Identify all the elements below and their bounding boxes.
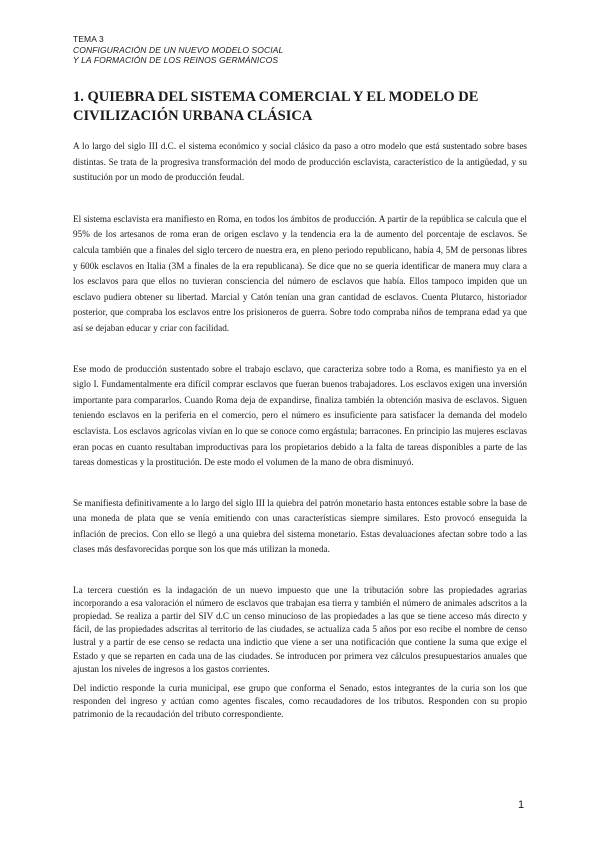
header-topic: TEMA 3 [73, 34, 104, 44]
page-number: 1 [518, 799, 525, 811]
paragraph-2: El sistema esclavista era manifiesto en Roma, en todos los ámbitos de producción. A partir de la república se calcula que el 95% de los artesanos de roma eran de origen esclavo y la tendencia era la de aumento del porcentaje de esclavos. Se calcula también que a finales del siglo tercero de nuestra era, en pleno periodo republicano, había 4, 5M de personas libres y 600k esclavos en Italia (3M a finales de la era republicana). Se dice que no se quería identificar de manera muy clara a los esclavos para que ellos no tuvieran consciencia del número de esclavos que había. Ellos tampoco impiden que un esclavo pudiera obtener su libertad. Marcial y Catón tenían una gran cantidad de esclavos. Cuenta Plutarco, historiador posterior, que compraba los esclavos entre los prisioneros de guerra. Sobre todo compraba niños de temprana edad ya que así se dejaban educar y criar con facilidad. [73, 213, 527, 333]
paragraph-6: Del indictio responde la curia municipal, ese grupo que conforma el Senado, estos integrantes de la curia son los que responden del ingreso y actúan como agentes fiscales, como recaudadores de los tributos. Responden con su propio patrimonio de la recaudación del tributo correspondiente. [73, 682, 527, 719]
page-header [73, 34, 283, 66]
paragraph-3: Ese modo de producción sustentado sobre el trabajo esclavo, que caracteriza sobre todo a Roma, es manifiesto ya en el siglo I. Fundamentalmente era difícil comprar esclavos que fueran buenos trabajadores. Los esclavos exigen una inversión importante para compararlos. Cuando Roma deja de expandirse, finaliza también la obtención masiva de esclavos. Siguen teniendo esclavos en la periferia en el comercio, pero el número es insuficiente para satisfacer la demanda del modelo esclavista. Los esclavos agrícolas vivían en lo que se conoce como ergástula; barracones. En principio las mujeres esclavas eran pocas en cuanto resultaban improductivas para los propietarios debido a la falta de tareas disponibles a parte de las tareas domesticas y la prostitución. De este modo el volumen de la mano de obra disminuyó. [73, 363, 527, 468]
document-body [73, 139, 527, 721]
paragraph-1: A lo largo del siglo III d.C. el sistema económico y social clásico da paso a otro modelo que está sustentado sobre bases distintas. Se trata de la progresiva transformación del modo de producción esclavista, característico de la antigüedad, y su sustitución por un modo de producción feudal. [73, 141, 527, 183]
paragraph-4: Se manifiesta definitivamente a lo largo del siglo III la quiebra del patrón monetario hasta entonces estable sobre la base de una moneda de plata que se venía emitiendo con unas características siempre similares. Esto provocó enseguida la inflación de precios. Con ello se llegó a una quiebra del sistema monetario. Estas devaluaciones afectan sobre todo a las clases más desfavorecidas porque son los que más utilizan la moneda. [73, 497, 527, 555]
section-title: 1. QUIEBRA DEL SISTEMA COMERCIAL Y EL MODELO DE CIVILIZACIÓN URBANA CLÁSICA [73, 89, 479, 124]
header-subtitle-line2: Y LA FORMACIÓN DE LOS REINOS GERMÁNICOS [73, 55, 279, 65]
header-subtitle-line1: CONFIGURACIÓN DE UN NUEVO MODELO SOCIAL [73, 44, 284, 55]
paragraph-5: La tercera cuestión es la indagación de un nuevo impuesto que une la tributación sobre las propiedades agrarias incorporando a esa valoración el número de esclavos que trabajan esa tierra y también el número de animales adscritos a la propiedad. Se realiza a partir del SIV d.C un censo minucioso de las propiedades a las que se tiene acceso más directo y fácil, de las propiedades adscritas al territorio de las ciudades, se actualiza cada 5 años por eso recibe el nombre de censo lustral y a partir de ese censo se redacta una indictio que viene a ser una notificación que contiene la suma que exige el Estado y que se reparten en cada una de las ciudades. Se introducen por primera vez cálculos presupuestarios anuales que ajustan los niveles de ingresos a los gastos corrientes. [73, 585, 527, 674]
